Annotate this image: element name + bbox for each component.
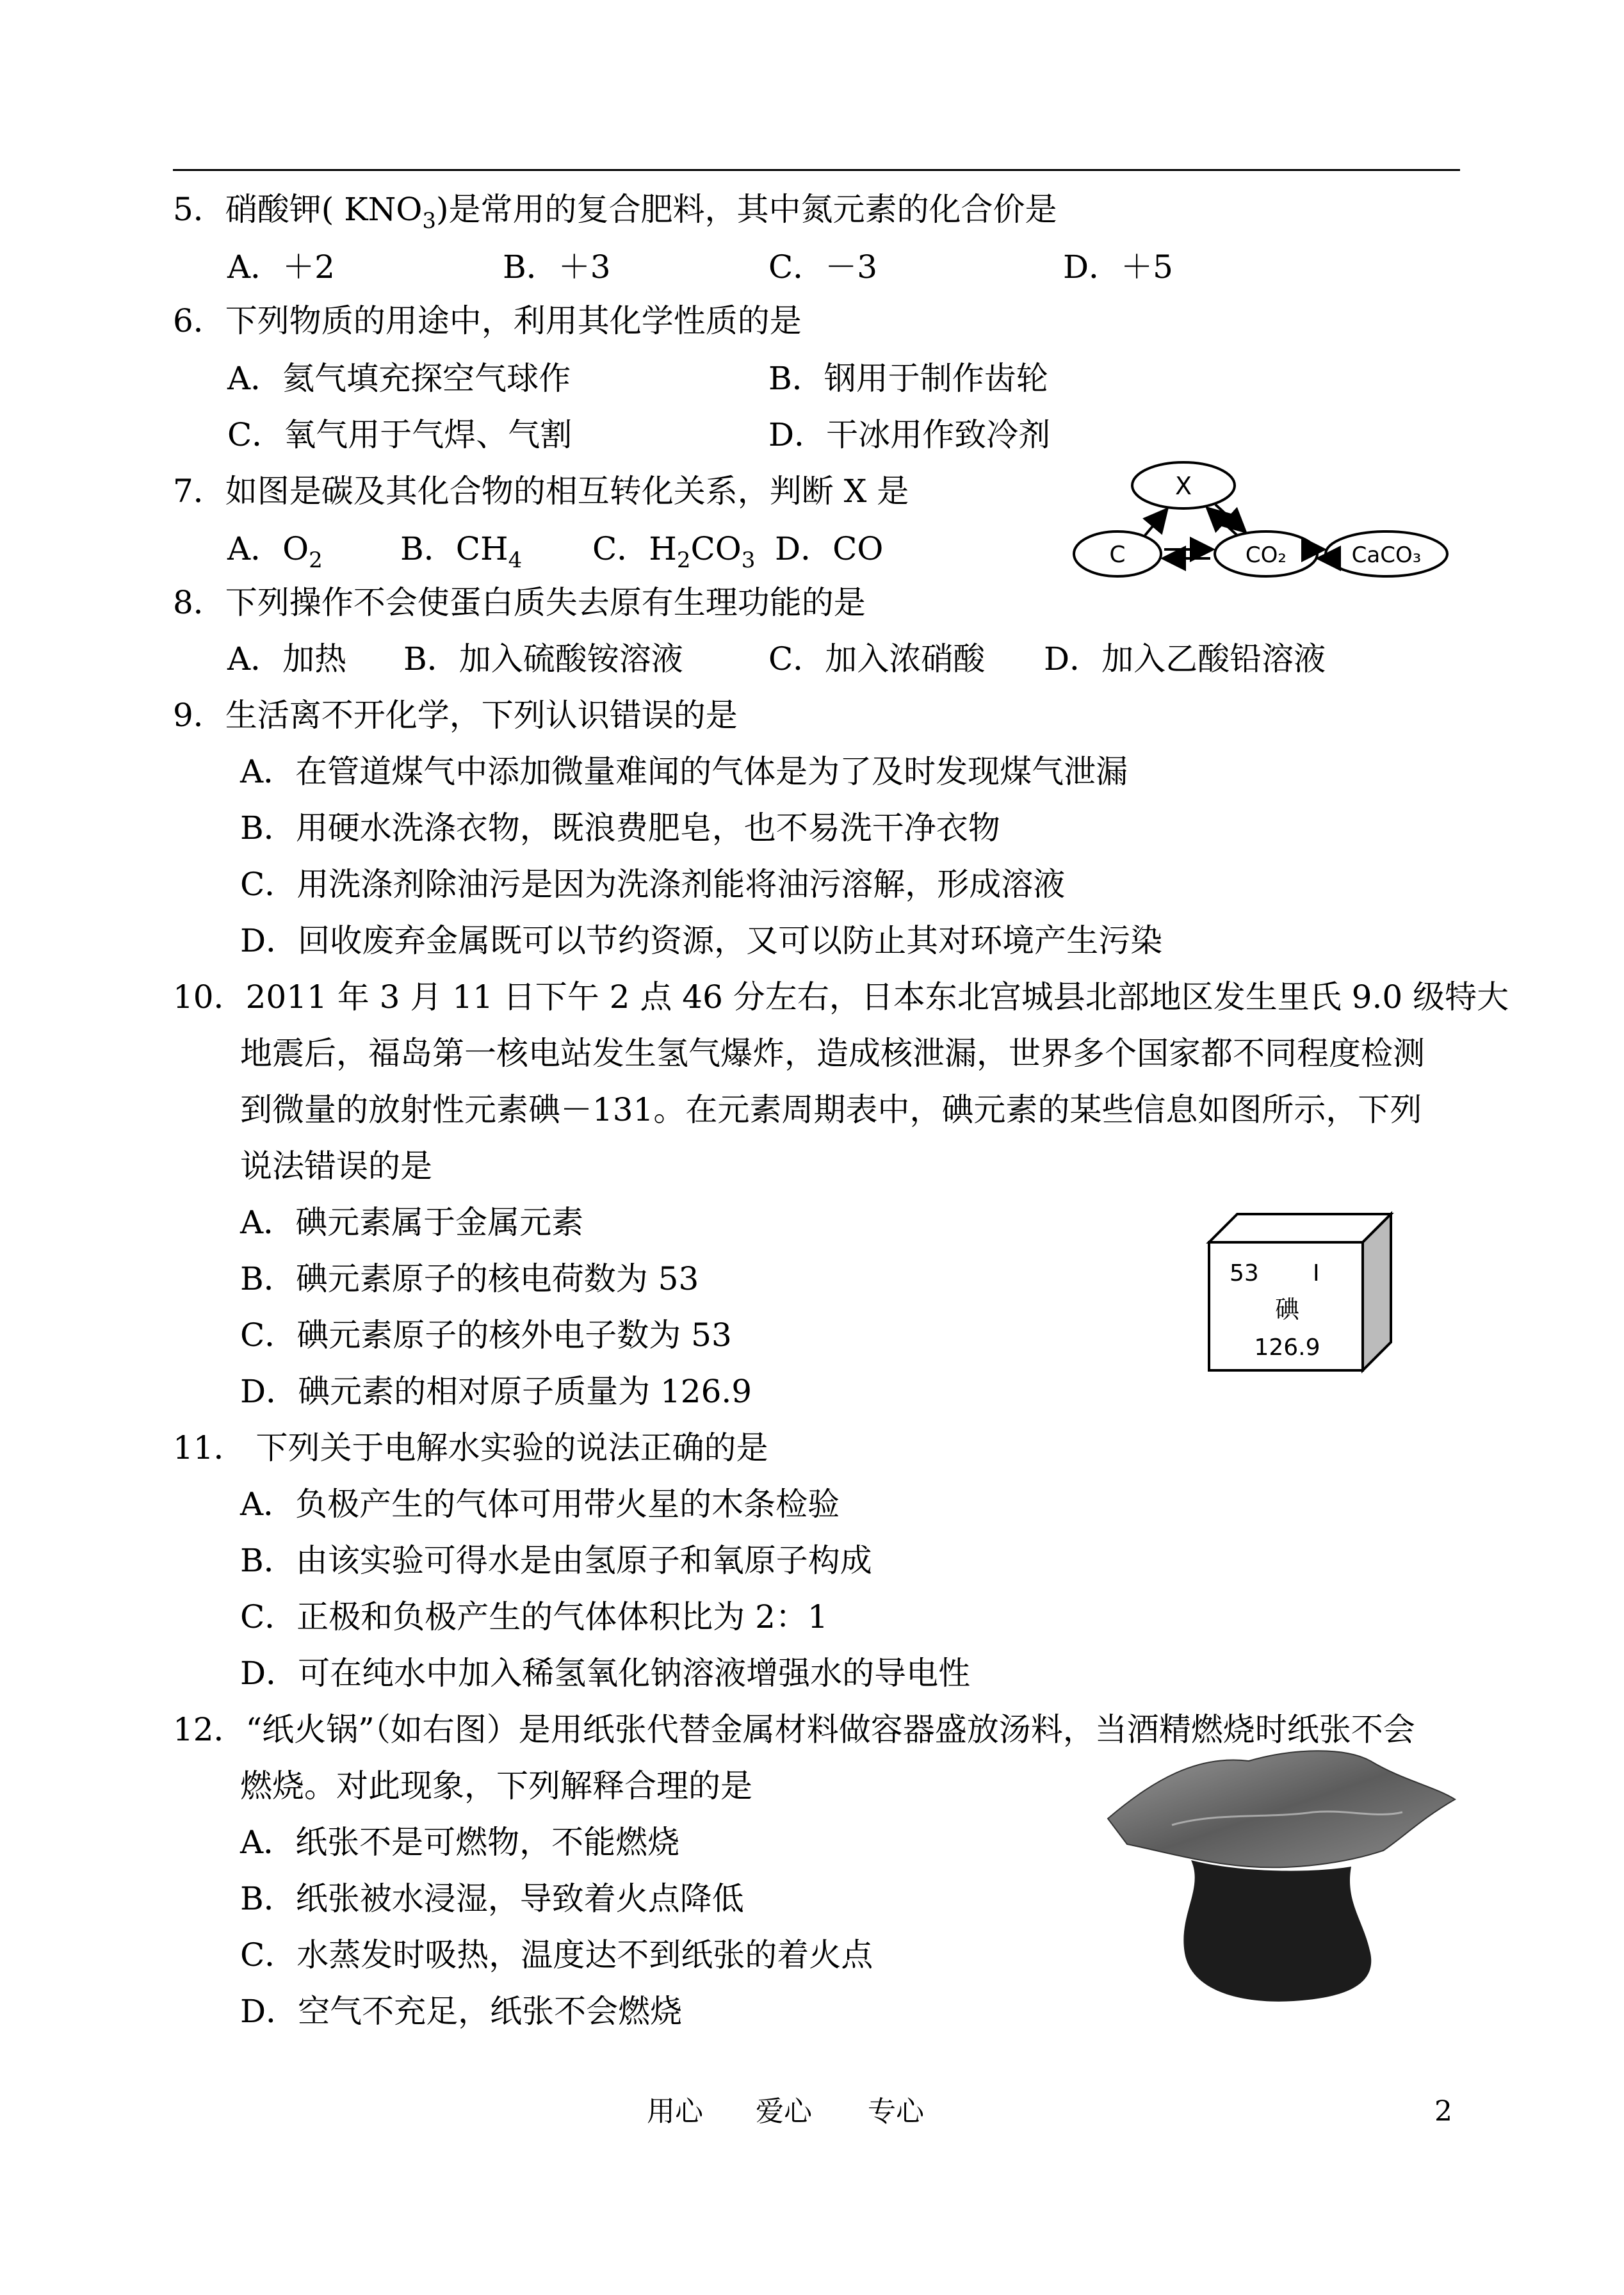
q7-option-d: D．CO: [775, 530, 884, 567]
element-name: 碘: [1274, 1295, 1300, 1324]
q10-stem-line4: 说法错误的是: [240, 1148, 432, 1185]
q6-option-b: B．钢用于制作齿轮: [768, 360, 1048, 397]
q12-option-a: A．纸张不是可燃物，不能燃烧: [240, 1824, 680, 1861]
header-rule: [173, 169, 1460, 171]
q10-option-c: C．碘元素原子的核外电子数为 53: [240, 1317, 732, 1354]
q10-stem-line3: 到微量的放射性元素碘－131。在元素周期表中，碘元素的某些信息如图所示，下列: [240, 1091, 1422, 1128]
node-x-label: X: [1174, 472, 1192, 500]
q12-stem-line2: 燃烧。对此现象，下列解释合理的是: [240, 1767, 752, 1804]
footer-motto-1: 用心: [647, 2095, 703, 2128]
q12-stem-line1: 12．“纸火锅”（如右图）是用纸张代替金属材料做容器盛放汤料，当酒精燃烧时纸张不会: [173, 1711, 1415, 1748]
q11-option-a: A．负极产生的气体可用带火星的木条检验: [240, 1486, 840, 1523]
q12-option-d: D．空气不充足，纸张不会燃烧: [240, 1993, 683, 2030]
q10-option-d: D．碘元素的相对原子质量为 126.9: [240, 1373, 752, 1410]
page-number: 2: [1434, 2095, 1452, 2128]
carbon-conversion-diagram: [1069, 448, 1454, 589]
q8-option-d: D．加入乙酸铅溶液: [1044, 640, 1326, 677]
q9-stem: 9．生活离不开化学，下列认识错误的是: [173, 697, 738, 734]
element-atomic-mass: 126.9: [1254, 1334, 1320, 1361]
node-caco3-label: CaCO₃: [1351, 542, 1422, 568]
q12-option-c: C．水蒸发时吸热，温度达不到纸张的着火点: [240, 1936, 873, 1974]
q6-option-c: C．氧气用于气焊、气割: [227, 416, 572, 453]
element-box-side-face: [1363, 1214, 1391, 1370]
footer-motto-2: 爱心: [756, 2095, 812, 2128]
q5-option-d: D．＋5: [1063, 248, 1173, 286]
element-atomic-number: 53: [1230, 1260, 1259, 1286]
arrow-x-to-co2: [1215, 505, 1244, 530]
q11-option-d: D．可在纯水中加入稀氢氧化钠溶液增强水的导电性: [240, 1655, 971, 1692]
q10-stem-line2: 地震后，福岛第一核电站发生氢气爆炸，造成核泄漏，世界多个国家都不同程度检测: [240, 1035, 1425, 1072]
arrow-co2-to-x: [1209, 510, 1237, 535]
q8-option-b: B．加入硫酸铵溶液: [403, 640, 683, 677]
paper-bowl: [1108, 1751, 1455, 1867]
q5-option-b: B．＋3: [503, 248, 611, 286]
q11-stem: 11． 下列关于电解水实验的说法正确的是: [173, 1429, 768, 1466]
q5-option-c: C．－3: [768, 248, 878, 286]
q8-option-c: C．加入浓硝酸: [768, 640, 986, 677]
q11-option-b: B．由该实验可得水是由氢原子和氧原子构成: [240, 1542, 872, 1579]
q9-option-a: A．在管道煤气中添加微量难闻的气体是为了及时发现煤气泄漏: [240, 753, 1128, 790]
q10-stem-line1: 10．2011 年 3 月 11 日下午 2 点 46 分左右，日本东北宫城县北部地区发生里氏 9.0 级特大: [173, 978, 1509, 1016]
element-symbol: I: [1313, 1260, 1320, 1286]
q6-option-a: A．氦气填充探空气球作: [227, 360, 571, 397]
q6-stem: 6．下列物质的用途中，利用其化学性质的是: [173, 302, 802, 339]
element-box-top-face: [1209, 1214, 1391, 1242]
iodine-element-box: [1204, 1210, 1396, 1377]
arrow-c-to-x: [1145, 511, 1165, 535]
q10-option-a: A．碘元素属于金属元素: [240, 1204, 584, 1241]
q7-stem: 7．如图是碳及其化合物的相互转化关系，判断 X 是: [173, 473, 909, 510]
q11-option-c: C．正极和负极产生的气体体积比为 2：1: [240, 1598, 828, 1635]
node-c-label: C: [1109, 542, 1126, 568]
q9-option-b: B．用硬水洗涤衣物，既浪费肥皂，也不易洗干净衣物: [240, 809, 1000, 847]
paper-hotpot-photo: [1101, 1742, 1460, 2011]
q12-option-b: B．纸张被水浸湿，导致着火点降低: [240, 1880, 744, 1917]
q7-option-c: C．$H_2CO_3$: [592, 530, 756, 573]
q9-option-d: D．回收废弃金属既可以节约资源，又可以防止其对环境产生污染: [240, 922, 1163, 959]
q10-option-b: B．碘元素原子的核电荷数为 53: [240, 1260, 699, 1297]
q8-option-a: A．加热: [227, 640, 347, 677]
q5-option-a: A．＋2: [227, 248, 335, 286]
burner-stand: [1183, 1860, 1371, 2002]
q8-stem: 8．下列操作不会使蛋白质失去原有生理功能的是: [173, 584, 866, 621]
q9-option-c: C．用洗涤剂除油污是因为洗涤剂能将油污溶解，形成溶液: [240, 866, 1066, 903]
q7-option-b: B．$CH_4$: [400, 530, 523, 573]
q5-stem: 5．硝酸钾( $KNO_3$)是常用的复合肥料，其中氮元素的化合价是: [173, 191, 1057, 234]
q7-option-a: A．$O_2$: [227, 530, 323, 573]
node-co2-label: CO₂: [1245, 542, 1287, 568]
q6-option-d: D．干冰用作致冷剂: [768, 416, 1051, 453]
footer-motto-3: 专心: [868, 2095, 924, 2128]
